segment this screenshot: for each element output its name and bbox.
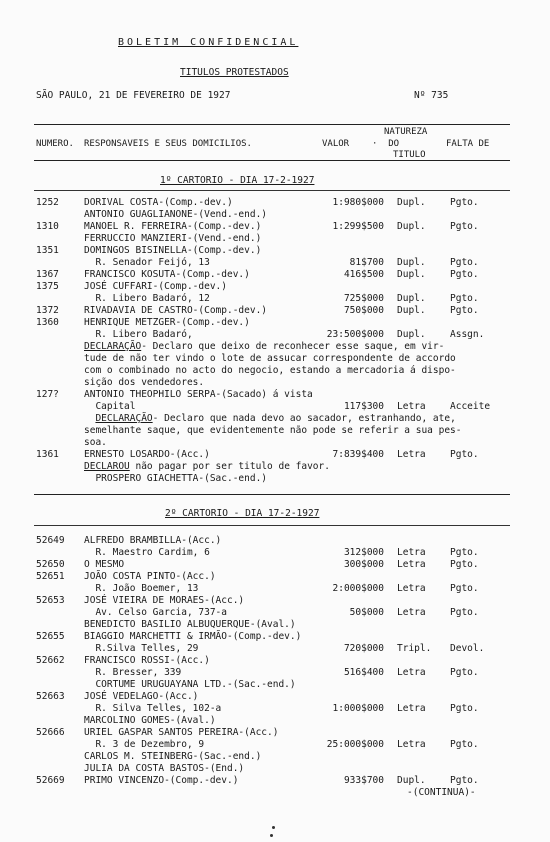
entry-number: 52663 <box>36 691 65 702</box>
entry-text: DECLARAÇÃO- Declaro que deixo de reconhecer esse saque, em vir- <box>84 341 445 352</box>
entry-natureza: Dupl. <box>397 293 426 304</box>
col-natureza-1: NATUREZA <box>384 127 428 137</box>
col-natureza-2: · DO <box>372 139 400 149</box>
entry-valor: 7:839$400 <box>332 449 384 460</box>
entry-text: R. 3 de Dezembro, 9 <box>84 739 205 750</box>
entry-falta: Pgto. <box>450 197 479 208</box>
entry-number: 1351 <box>36 245 59 256</box>
entry-natureza: Dupl. <box>397 221 426 232</box>
section-title-1: 1º CARTORIO - DIA 17-2-1927 <box>160 175 315 186</box>
declaration-keyword: DECLARAÇÃO <box>84 341 142 352</box>
entry-text: JOÃO COSTA PINTO-(Acc.) <box>84 571 216 582</box>
entry-text: HENRIQUE METZGER-(Comp.-dev.) <box>84 317 250 328</box>
entry-falta: Devol. <box>450 643 485 654</box>
entry-falta: Pgto. <box>450 305 479 316</box>
entry-falta: Pgto. <box>450 739 479 750</box>
entry-natureza: Letra <box>397 547 426 558</box>
entry-valor: 23:500$000 <box>326 329 384 340</box>
entry-falta: Pgto. <box>450 667 479 678</box>
continua-label: -(CONTINUA)- <box>407 787 476 798</box>
entry-valor: 1:299$500 <box>332 221 384 232</box>
entry-natureza: Letra <box>397 703 426 714</box>
entry-falta: Pgto. <box>450 449 479 460</box>
entry-text: Av. Celso Garcia, 737-a <box>84 607 227 618</box>
entry-text: CARLOS M. STEINBERG-(Sac.-end.) <box>84 751 262 762</box>
entry-number: 1361 <box>36 449 59 460</box>
bulletin-number: Nº 735 <box>414 90 449 101</box>
entry-number: 1360 <box>36 317 59 328</box>
entry-valor: 720$000 <box>343 643 384 654</box>
entry-valor: 933$700 <box>343 775 384 786</box>
entry-natureza: Letra <box>397 667 426 678</box>
entry-valor: 1:000$000 <box>332 703 384 714</box>
entry-text: DECLARAÇÃO- Declaro que nada devo ao sacador, estranhando, ate, <box>95 413 456 424</box>
city-date: SÃO PAULO, 21 DE FEVEREIRO DE 1927 <box>36 90 231 101</box>
entry-text: FRANCISCO KOSUTA-(Comp.-dev.) <box>84 269 250 280</box>
entry-text: BIAGGIO MARCHETTI & IRMÃO-(Comp.-dev.) <box>84 631 302 642</box>
col-falta: FALTA DE <box>446 139 490 149</box>
entry-number: 52649 <box>36 535 65 546</box>
entry-falta: Pgto. <box>450 269 479 280</box>
entry-natureza: Letra <box>397 739 426 750</box>
entry-text: R.Silva Telles, 29 <box>84 643 199 654</box>
entry-text: soa. <box>84 437 107 448</box>
entry-number: 52666 <box>36 727 65 738</box>
col-responsaveis: RESPONSAVEIS E SEUS DOMICILIOS. <box>84 139 252 149</box>
entry-number: 1367 <box>36 269 59 280</box>
entry-text: R. Libero Badaró, 12 <box>84 293 210 304</box>
entry-text: R. Libero Badaró, <box>84 329 193 340</box>
entry-text: FRANCISCO ROSSI-(Acc.) <box>84 655 210 666</box>
entry-natureza: Letra <box>397 607 426 618</box>
entry-valor: 81$700 <box>349 257 384 268</box>
entry-number: 52650 <box>36 559 65 570</box>
entry-number: 52653 <box>36 595 65 606</box>
entry-text: R. Silva Telles, 102-a <box>84 703 222 714</box>
entry-text: PROSPERO GIACHETTA-(Sac.-end.) <box>84 473 268 484</box>
entry-natureza: Dupl. <box>397 305 426 316</box>
entry-natureza: Dupl. <box>397 257 426 268</box>
entry-text: R. Senador Feijó, 13 <box>84 257 210 268</box>
entry-text: BENEDICTO BASILIO ALBUQUERQUE-(Aval.) <box>84 619 296 630</box>
entry-natureza: Tripl. <box>397 643 432 654</box>
entry-text: RIVADAVIA DE CASTRO-(Comp.-dev.) <box>84 305 268 316</box>
document-subtitle: TITULOS PROTESTADOS <box>180 67 289 78</box>
entry-text: DORIVAL COSTA-(Comp.-dev.) <box>84 197 233 208</box>
header-bottom-rule <box>34 160 510 161</box>
entry-valor: 300$000 <box>343 559 384 570</box>
entry-text: PRIMO VINCENZO-(Comp.-dev.) <box>84 775 239 786</box>
entry-natureza: Dupl. <box>397 329 426 340</box>
section-title-2: 2º CARTORIO - DIA 17-2-1927 <box>165 508 320 519</box>
section-separator <box>34 494 510 495</box>
entry-text: JOSÉ VEDELAGO-(Acc.) <box>84 691 199 702</box>
entry-natureza: Letra <box>397 449 426 460</box>
entry-text: ERNESTO LOSARDO-(Acc.) <box>84 449 210 460</box>
entry-valor: 312$000 <box>343 547 384 558</box>
document-title: BOLETIM CONFIDENCIAL <box>118 37 299 48</box>
declaration-keyword: DECLARAÇÃO <box>95 413 153 424</box>
entry-text: Capital <box>84 401 136 412</box>
entry-falta: Pgto. <box>450 221 479 232</box>
entry-falta: Pgto. <box>450 775 479 786</box>
entry-text: DOMINGOS BISINELLA-(Comp.-dev.) <box>84 245 262 256</box>
entry-text: ANTONIO THEOPHILO SERPA-(Sacado) á vista <box>84 389 313 400</box>
entry-text: com o combinado no acto do negocio, estando a mercadoria á dispo- <box>84 365 456 376</box>
entry-text: MANOEL R. FERREIRA-(Comp.-dev.) <box>84 221 262 232</box>
entry-valor: 50$000 <box>349 607 384 618</box>
entry-falta: Acceite <box>450 401 491 412</box>
entry-natureza: Dupl. <box>397 775 426 786</box>
ink-spot <box>270 834 273 837</box>
entry-number: 1310 <box>36 221 59 232</box>
entry-natureza: Letra <box>397 401 426 412</box>
entry-number: 1372 <box>36 305 59 316</box>
entry-valor: 2:000$000 <box>332 583 384 594</box>
entry-falta: Pgto. <box>450 293 479 304</box>
entry-text: JULIA DA COSTA BASTOS-(End.) <box>84 763 245 774</box>
entry-text: R. Bresser, 339 <box>84 667 182 678</box>
entry-valor: 516$400 <box>343 667 384 678</box>
entry-valor: 416$500 <box>343 269 384 280</box>
entry-text: FERRUCCIO MANZIERI-(Vend.-end.) <box>84 233 262 244</box>
entry-natureza: Letra <box>397 583 426 594</box>
entry-text: R. Maestro Cardim, 6 <box>84 547 210 558</box>
entry-natureza: Dupl. <box>397 197 426 208</box>
entry-valor: 1:980$000 <box>332 197 384 208</box>
col-numero: NUMERO. <box>36 139 74 149</box>
entry-text: CORTUME URUGUAYANA LTD.-(Sac.-end.) <box>84 679 296 690</box>
entry-falta: Pgto. <box>450 547 479 558</box>
entry-text: O MESMO <box>84 559 125 570</box>
section-rule-2 <box>34 525 510 526</box>
entry-falta: Pgto. <box>450 703 479 714</box>
entry-number: 1252 <box>36 197 59 208</box>
entry-falta: Pgto. <box>450 559 479 570</box>
entry-valor: 725$000 <box>343 293 384 304</box>
declaration-keyword: DECLAROU <box>84 461 130 472</box>
entry-number: 1375 <box>36 281 59 292</box>
section-rule-1 <box>34 190 510 191</box>
entry-text: JOSÉ VIEIRA DE MORAES-(Acc.) <box>84 595 245 606</box>
entry-number: 127? <box>36 389 59 400</box>
entry-number: 52669 <box>36 775 65 786</box>
entry-number: 52662 <box>36 655 65 666</box>
entry-text: tude de não ter vindo o lote de assucar correspondente de accordo <box>84 353 456 364</box>
entry-text: semelhante saque, que evidentemente não pode se referir a sua pes- <box>84 425 462 436</box>
entry-falta: Pgto. <box>450 257 479 268</box>
entry-falta: Pgto. <box>450 607 479 618</box>
entry-valor: 25:000$000 <box>326 739 384 750</box>
entry-text: URIEL GASPAR SANTOS PEREIRA-(Acc.) <box>84 727 279 738</box>
col-valor: VALOR <box>322 139 350 149</box>
entry-number: 52655 <box>36 631 65 642</box>
header-top-rule <box>34 124 510 125</box>
entry-natureza: Letra <box>397 559 426 570</box>
entry-text: ANTONIO GUAGLIANONE-(Vend.-end.) <box>84 209 268 220</box>
col-natureza-2-text: DO <box>388 139 400 149</box>
entry-text: JOSÉ CUFFARI-(Comp.-dev.) <box>84 281 227 292</box>
entry-falta: Pgto. <box>450 583 479 594</box>
entry-text: ALFREDO BRAMBILLA-(Acc.) <box>84 535 222 546</box>
entry-text: MARCOLINO GOMES-(Aval.) <box>84 715 216 726</box>
entry-falta: Assgn. <box>450 329 485 340</box>
entry-valor: 117$300 <box>343 401 384 412</box>
entry-text: sição dos vendedores. <box>84 377 205 388</box>
ink-spot <box>272 826 275 829</box>
entry-text: DECLAROU não pagar por ser titulo de favor. <box>84 461 330 472</box>
entry-number: 52651 <box>36 571 65 582</box>
entry-text: R. João Boemer, 13 <box>84 583 199 594</box>
entry-natureza: Dupl. <box>397 269 426 280</box>
entry-valor: 750$000 <box>343 305 384 316</box>
col-natureza-3: TITULO <box>393 150 426 160</box>
